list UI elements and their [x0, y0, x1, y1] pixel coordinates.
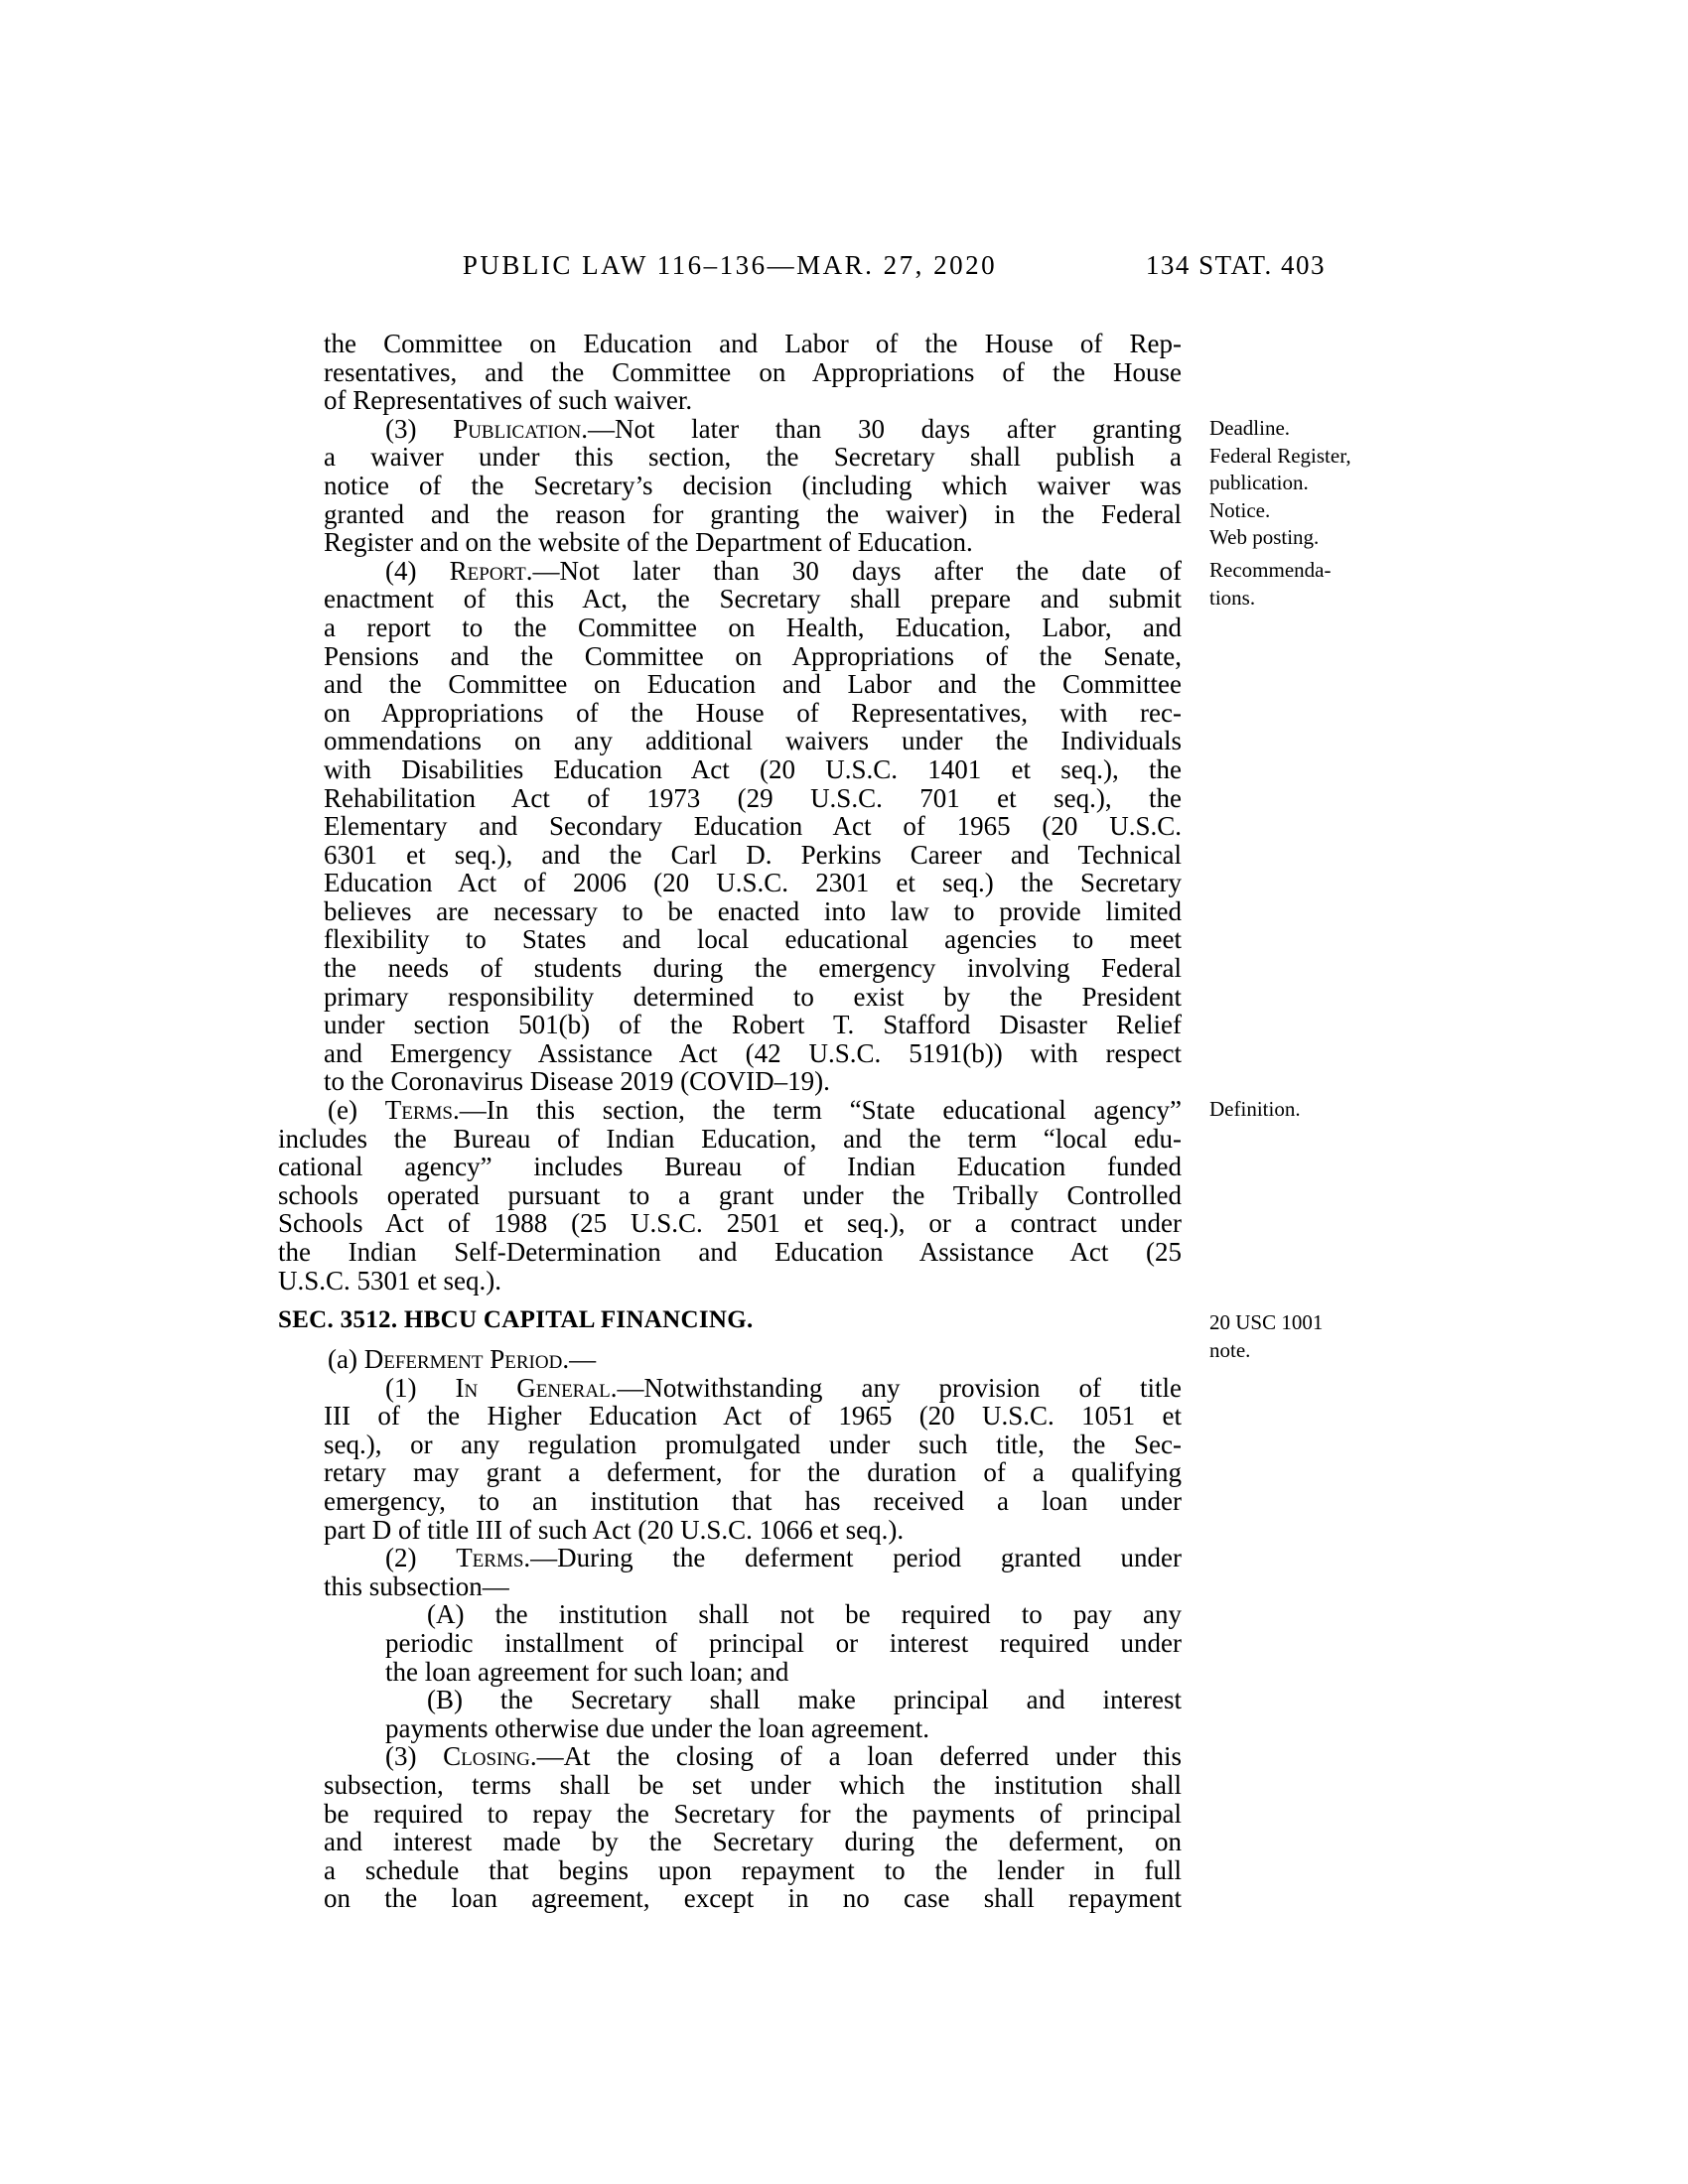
- margin-note-line: note.: [1209, 1337, 1251, 1362]
- text-line: includes the Bureau of Indian Education, and the term “local edu-: [278, 1123, 1182, 1154]
- margin-note-group: [1209, 557, 1383, 612]
- text-line: on the loan agreement, except in no case shall repayment: [324, 1883, 1182, 1914]
- text-line: the Committee on Education and Labor of the House of Rep-: [324, 329, 1182, 358]
- margin-note-group: [1209, 1309, 1383, 1364]
- margin-note-line: Definition.: [1209, 1097, 1301, 1121]
- stat-page-number: 134 STAT. 403: [1145, 250, 1326, 280]
- margin-note-line: tions.: [1209, 585, 1256, 610]
- text-line: a schedule that begins upon repayment to the lender in full: [324, 1854, 1182, 1885]
- text-line: enactment of this Act, the Secretary shall prepare and submit: [324, 584, 1182, 614]
- text-line: emergency, to an institution that has received a loan under: [324, 1485, 1182, 1516]
- margin-note-line: Notice.: [1209, 497, 1271, 522]
- section-body-block: [278, 1345, 1182, 1913]
- text-line: cational agency” includes Bureau of Indian Education funded: [278, 1152, 1182, 1182]
- text-line: a report to the Committee on Health, Education, Labor, and: [324, 612, 1182, 642]
- text-line: a waiver under this section, the Secretary shall publish a: [324, 442, 1182, 473]
- text-line: U.S.C. 5301 et seq.).: [278, 1265, 501, 1296]
- text-line: believes are necessary to be enacted into law to provide limited: [324, 895, 1182, 926]
- text-line: resentatives, and the Committee on Appropriations of the House: [324, 356, 1182, 387]
- text-line: of Representatives of such waiver.: [324, 385, 693, 416]
- text-line: the Indian Self-Determination and Education Assistance Act (25: [278, 1237, 1182, 1267]
- text-line: (3) Publication.—Not later than 30 days after granting: [385, 413, 1182, 444]
- text-line: (B) the Secretary shall make principal and interest: [427, 1685, 1182, 1715]
- text-line: periodic installment of principal or interest required under: [385, 1627, 1182, 1658]
- text-line: and the Committee on Education and Labor and the Committee: [324, 669, 1182, 700]
- text-line: seq.), or any regulation promulgated under such title, the Sec-: [324, 1429, 1182, 1459]
- text-line: (A) the institution shall not be required to pay any: [427, 1599, 1182, 1630]
- text-line: part D of title III of such Act (20 U.S.C. 1066 et seq.).: [324, 1514, 905, 1545]
- text-line: Elementary and Secondary Education Act of 1965 (20 U.S.C.: [324, 811, 1182, 842]
- text-line: primary responsibility determined to exist by the President: [324, 981, 1182, 1012]
- margin-note-line: Deadline.: [1209, 416, 1291, 440]
- text-line: III of the Higher Education Act of 1965 (20 U.S.C. 1051 et: [324, 1401, 1182, 1432]
- text-line: Rehabilitation Act of 1973 (29 U.S.C. 701 et seq.), the: [324, 782, 1182, 813]
- text-line: schools operated pursuant to a grant under the Tribally Controlled: [278, 1179, 1182, 1210]
- text-line: to the Coronavirus Disease 2019 (COVID–19).: [324, 1066, 830, 1097]
- text-line: the loan agreement for such loan; and: [385, 1656, 789, 1687]
- text-line: with Disabilities Education Act (20 U.S.C. 1401 et seq.), the: [324, 753, 1182, 784]
- text-line: under section 501(b) of the Robert T. Stafford Disaster Relief: [324, 1010, 1182, 1040]
- section-heading: SEC. 3512. HBCU CAPITAL FINANCING.: [278, 1306, 754, 1333]
- text-line: Schools Act of 1988 (25 U.S.C. 2501 et seq.), or a contract under: [278, 1208, 1182, 1239]
- text-line: subsection, terms shall be set under which the institution shall: [324, 1769, 1182, 1800]
- text-line: Education Act of 2006 (20 U.S.C. 2301 et seq.) the Secretary: [324, 868, 1182, 898]
- text-line: Register and on the website of the Department of Education.: [324, 527, 973, 558]
- text-line: on Appropriations of the House of Representatives, with rec-: [324, 697, 1182, 728]
- text-line: (e) Terms.—In this section, the term “State educational agency”: [328, 1095, 1182, 1126]
- text-line: (1) In General.—Notwithstanding any provision of title: [385, 1372, 1182, 1403]
- text-line: be required to repay the Secretary for the payments of principal: [324, 1798, 1182, 1829]
- text-line: this subsection—: [324, 1570, 509, 1601]
- text-line: payments otherwise due under the loan agreement.: [385, 1712, 930, 1743]
- text-line: ommendations on any additional waivers under the Individuals: [324, 726, 1182, 756]
- text-line: granted and the reason for granting the waiver) in the Federal: [324, 498, 1182, 529]
- text-line: and interest made by the Secretary during the deferment, on: [324, 1827, 1182, 1857]
- margin-note-line: publication.: [1209, 471, 1309, 494]
- text-line: 6301 et seq.), and the Carl D. Perkins Career and Technical: [324, 839, 1182, 870]
- text-line: (4) Report.—Not later than 30 days after the date of: [385, 555, 1182, 586]
- margin-note-group: [1209, 1096, 1383, 1124]
- text-line: (a) Deferment Period.—: [328, 1344, 597, 1374]
- text-line: retary may grant a deferment, for the duration of a qualifying: [324, 1457, 1182, 1488]
- margin-note-group: [1209, 415, 1383, 552]
- margin-note-line: Federal Register,: [1209, 443, 1351, 468]
- text-line: (2) Terms.—During the deferment period granted under: [385, 1543, 1183, 1573]
- margin-note-line: 20 USC 1001: [1209, 1310, 1324, 1334]
- text-line: and Emergency Assistance Act (42 U.S.C. 5191(b)) with respect: [324, 1037, 1182, 1068]
- text-line: (3) Closing.—At the closing of a loan deferred under this: [385, 1741, 1182, 1772]
- text-line: flexibility to States and local educational agencies to meet: [324, 924, 1182, 955]
- text-line: notice of the Secretary’s decision (including which waiver was: [324, 470, 1182, 500]
- running-head-law-title: PUBLIC LAW 116–136—MAR. 27, 2020: [462, 250, 998, 280]
- text-line: Pensions and the Committee on Appropriations of the Senate,: [324, 640, 1182, 671]
- statute-body-block: [278, 330, 1182, 1295]
- margin-note-line: Recommenda-: [1209, 558, 1332, 582]
- margin-note-line: Web posting.: [1209, 525, 1320, 549]
- text-line: the needs of students during the emergency involving Federal: [324, 953, 1182, 984]
